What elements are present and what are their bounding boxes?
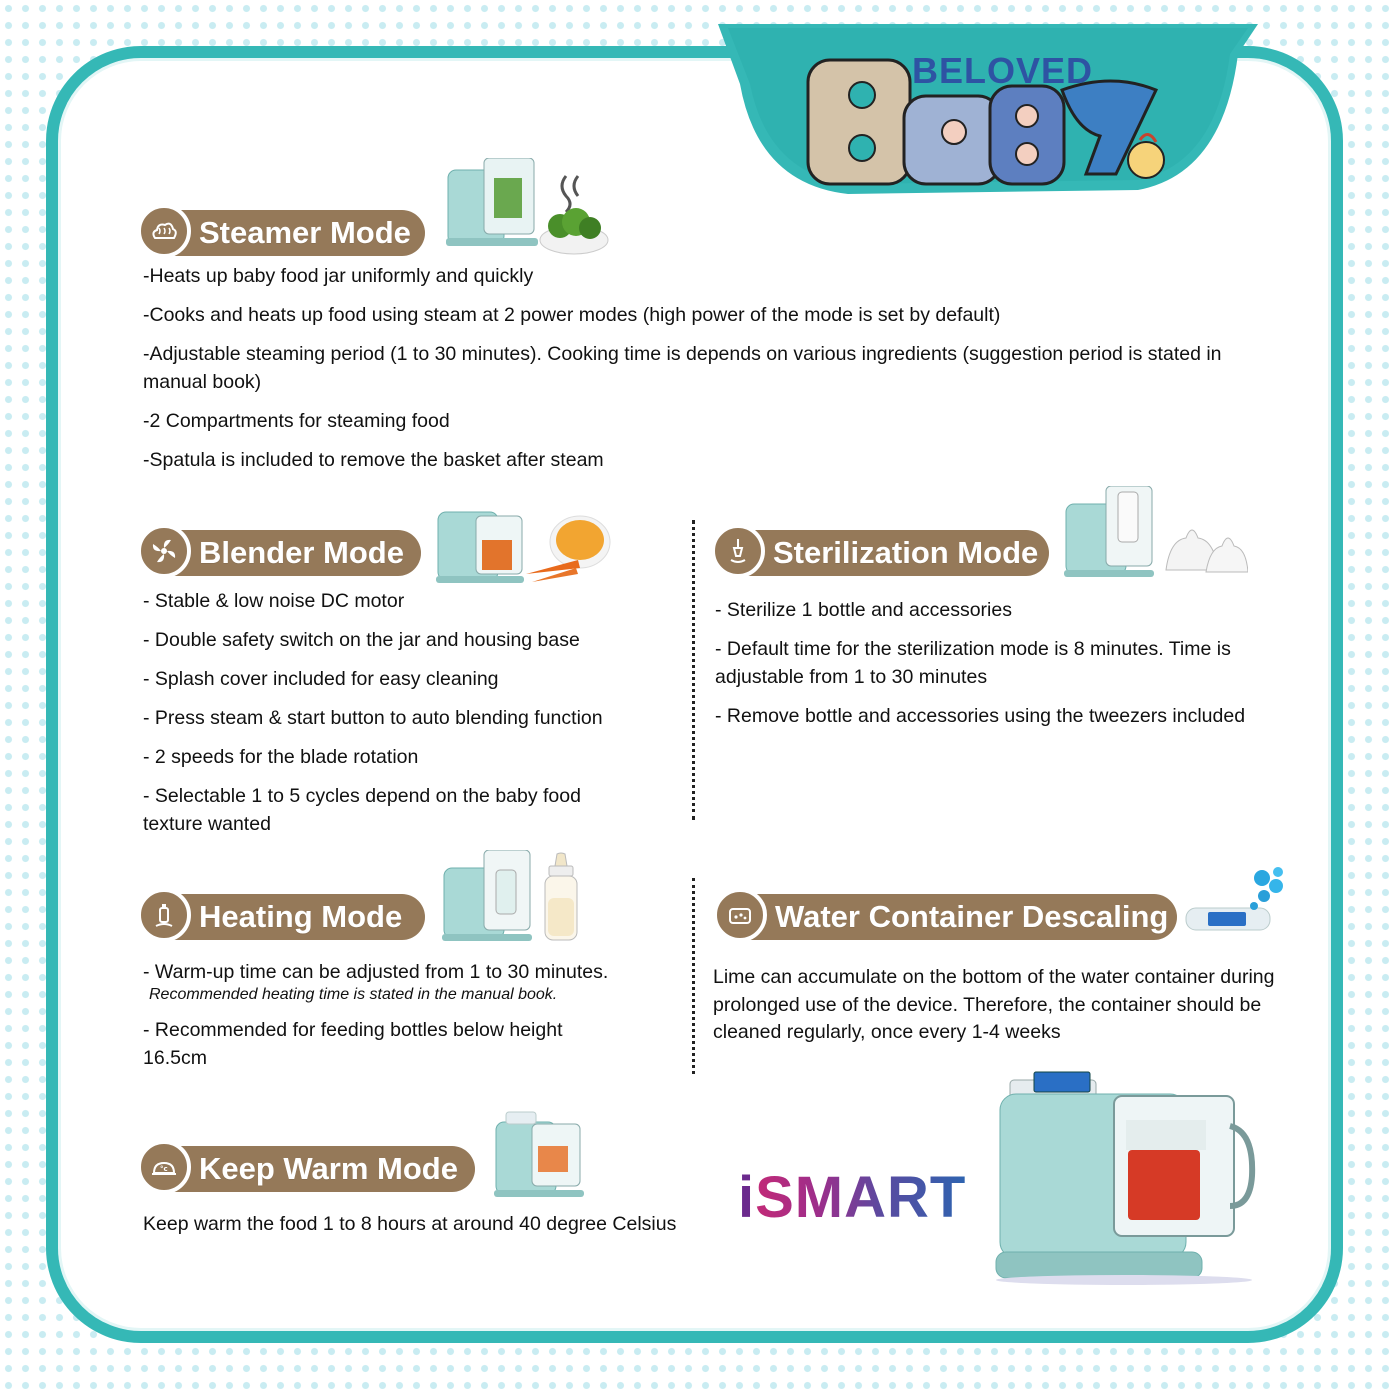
keep-warm-text: Keep warm the food 1 to 8 hours at around 40 degree Celsius bbox=[143, 1213, 677, 1235]
heating-mode-title: Heating Mode bbox=[199, 899, 403, 934]
steamer-line: -Spatula is included to remove the basket after steam bbox=[143, 449, 604, 471]
brand-smart: SMART bbox=[755, 1165, 967, 1230]
keep-warm-details bbox=[143, 1210, 723, 1249]
blender-appliance-image bbox=[434, 506, 526, 589]
heating-line-2: - Recommended for feeding bottles below height 16.5cm bbox=[143, 1019, 563, 1069]
ismart-brand bbox=[738, 1165, 967, 1230]
keep-warm-title: Keep Warm Mode bbox=[199, 1151, 458, 1186]
feeding-bottle-image bbox=[540, 852, 582, 947]
heating-note: Recommended heating time is stated in the manual book. bbox=[149, 986, 558, 1003]
blade-icon bbox=[137, 524, 191, 578]
sterilization-mode-title: Sterilization Mode bbox=[773, 535, 1039, 570]
sterilization-line: - Remove bottle and accessories using the tweezers included bbox=[715, 705, 1246, 727]
warm-dish-icon bbox=[137, 1140, 191, 1194]
descaling-details bbox=[713, 964, 1283, 1058]
bottle-heat-icon bbox=[137, 888, 191, 942]
blender-details bbox=[143, 587, 663, 849]
main-appliance-image bbox=[994, 1066, 1264, 1291]
column-divider-top bbox=[692, 520, 695, 820]
svg-text:°c: °c bbox=[160, 1165, 168, 1173]
sterilization-line: - Default time for the sterilization mode is 8 minutes. Time is adjustable from 1 to 30 minutes bbox=[715, 638, 1231, 688]
sterilization-details bbox=[715, 596, 1275, 741]
water-container-icon bbox=[713, 888, 767, 942]
descaling-header bbox=[717, 894, 1177, 940]
blender-line: - Selectable 1 to 5 cycles depend on the baby food texture wanted bbox=[143, 785, 581, 835]
blender-mode-title: Blender Mode bbox=[199, 535, 404, 570]
heater-appliance-image bbox=[440, 850, 536, 947]
steamer-line: -Adjustable steaming period (1 to 30 minutes). Cooking time is depends on various ingredients (suggestion period is stated in manual book) bbox=[143, 343, 1222, 393]
blender-line: - Stable & low noise DC motor bbox=[143, 590, 405, 612]
bottle-nipples-image bbox=[1162, 520, 1248, 581]
steamer-appliance-image bbox=[444, 158, 539, 253]
descaling-title: Water Container Descaling bbox=[775, 899, 1169, 934]
blender-mode-header bbox=[141, 530, 421, 576]
heating-details bbox=[143, 958, 663, 1083]
sterilization-line: - Sterilize 1 bottle and accessories bbox=[715, 599, 1012, 621]
water-container-image bbox=[1184, 866, 1288, 937]
brand-i: i bbox=[738, 1165, 756, 1230]
descaling-text: Lime can accumulate on the bottom of the water container during prolonged use of the device. Therefore, the container should be cleaned regularly, once every 1-4 weeks bbox=[713, 966, 1275, 1043]
steamer-details bbox=[143, 262, 1253, 485]
steamer-line: -Cooks and heats up food using steam at 2 power modes (high power of the mode is set by default) bbox=[143, 304, 1001, 326]
heating-line-1: - Warm-up time can be adjusted from 1 to 30 minutes. bbox=[143, 961, 609, 983]
steamer-line: -2 Compartments for steaming food bbox=[143, 410, 450, 432]
column-divider-bottom bbox=[692, 878, 695, 1074]
carrot-puree-image bbox=[522, 512, 612, 589]
broccoli-bowl-image bbox=[538, 172, 610, 261]
sterilization-mode-header bbox=[715, 530, 1049, 576]
steam-cloud-icon bbox=[137, 204, 191, 258]
sterilizer-appliance-image bbox=[1062, 486, 1158, 583]
steamer-line: -Heats up baby food jar uniformly and quickly bbox=[143, 265, 534, 287]
keep-warm-header bbox=[141, 1146, 475, 1192]
keep-warm-appliance-image bbox=[492, 1110, 588, 1203]
blender-line: - Double safety switch on the jar and housing base bbox=[143, 629, 580, 651]
logo-small-word: BELOVED bbox=[912, 50, 1094, 91]
heating-mode-header bbox=[141, 894, 425, 940]
steamer-mode-title: Steamer Mode bbox=[199, 215, 411, 250]
sterilize-drop-icon bbox=[711, 524, 765, 578]
steamer-mode-header bbox=[141, 210, 425, 256]
blender-line: - Press steam & start button to auto blending function bbox=[143, 707, 603, 729]
blender-line: - Splash cover included for easy cleaning bbox=[143, 668, 499, 690]
blender-line: - 2 speeds for the blade rotation bbox=[143, 746, 419, 768]
